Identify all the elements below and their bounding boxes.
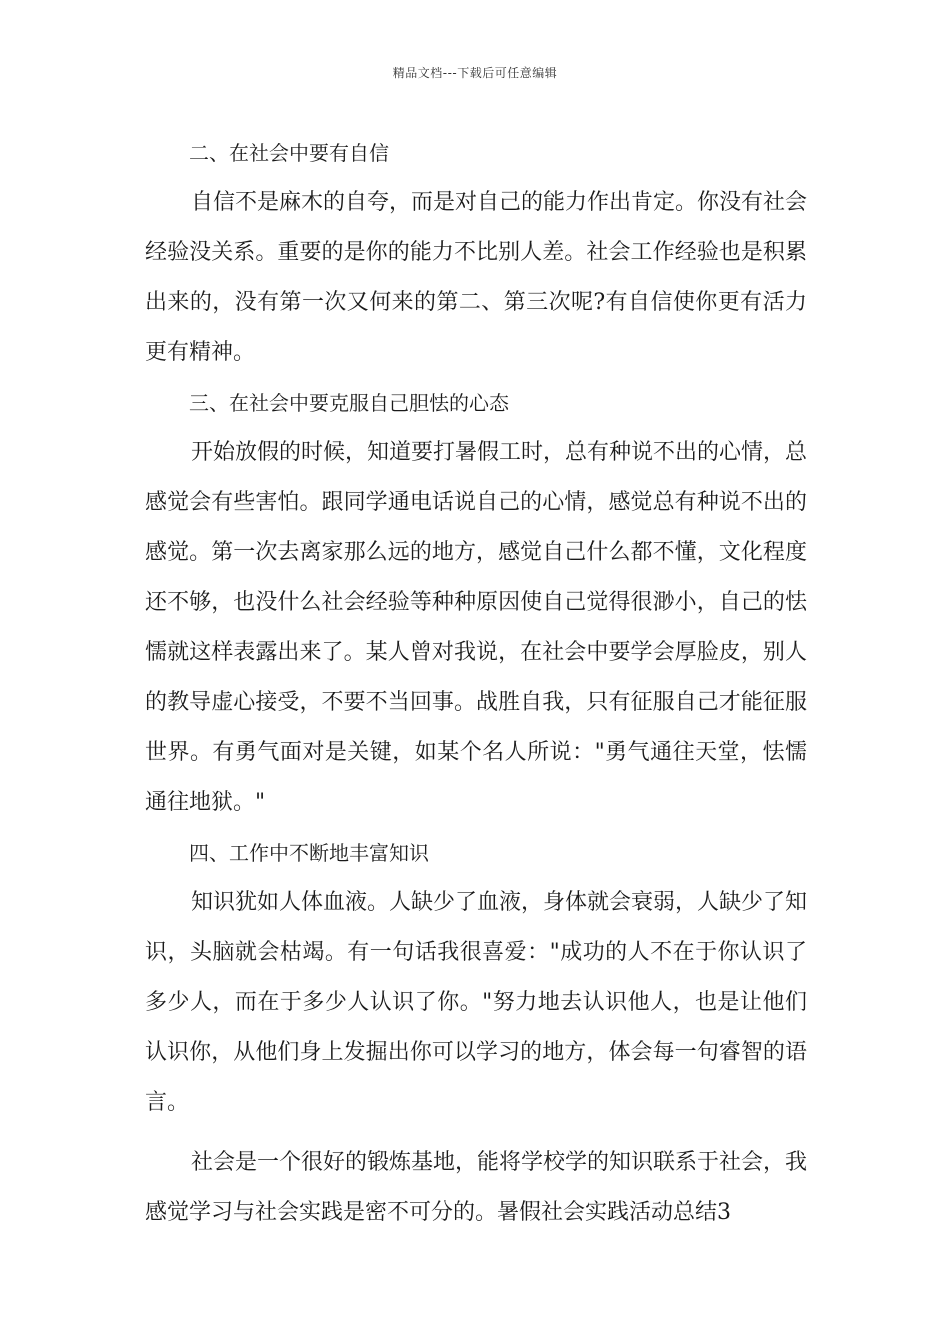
paragraph-spacer <box>145 1128 807 1138</box>
section-heading: 四、工作中不断地丰富知识 <box>189 841 429 865</box>
section-heading: 二、在社会中要有自信 <box>189 141 389 165</box>
section-heading: 三、在社会中要克服自己胆怯的心态 <box>189 391 509 415</box>
document-body <box>145 128 807 1238</box>
page-header: 精品文档---下载后可任意编辑 <box>392 66 558 80</box>
paragraph: 自信不是麻木的自夸，而是对自己的能力作出肯定。你没有社会经验没关系。重要的是你的能力不比别人差。社会工作经验也是积累出来的，没有第一次又何来的第二、第三次呢?有自信使你更有活力更有精神。 <box>145 190 808 365</box>
paragraph: 知识犹如人体血液。人缺少了血液，身体就会衰弱，人缺少了知识，头脑就会枯竭。有一句话我很喜爱："成功的人不在于你认识了多少人，而在于多少人认识了你。"努力地去认识他人，也是让他们认识你，从他们身上发掘出你可以学习的地方，体会每一句睿智的语言。 <box>145 890 808 1115</box>
paragraph: 社会是一个很好的锻炼基地，能将学校学的知识联系于社会，我感觉学习与社会实践是密不可分的。暑假社会实践活动总结3 <box>145 1150 808 1225</box>
paragraph: 开始放假的时候，知道要打暑假工时，总有种说不出的心情，总感觉会有些害怕。跟同学通电话说自己的心情，感觉总有种说不出的感觉。第一次去离家那么远的地方，感觉自己什么都不懂，文化程度还不够，也没什么社会经验等种种原因使自己觉得很渺小，自己的怯懦就这样表露出来了。某人曾对我说，在社会中要学会厚脸皮，别人的教导虚心接受，不要不当回事。战胜自我，只有征服自己才能征服世界。有勇气面对是关键，如某个名人所说："勇气通往天堂，怯懦通往地狱。" <box>145 440 808 815</box>
